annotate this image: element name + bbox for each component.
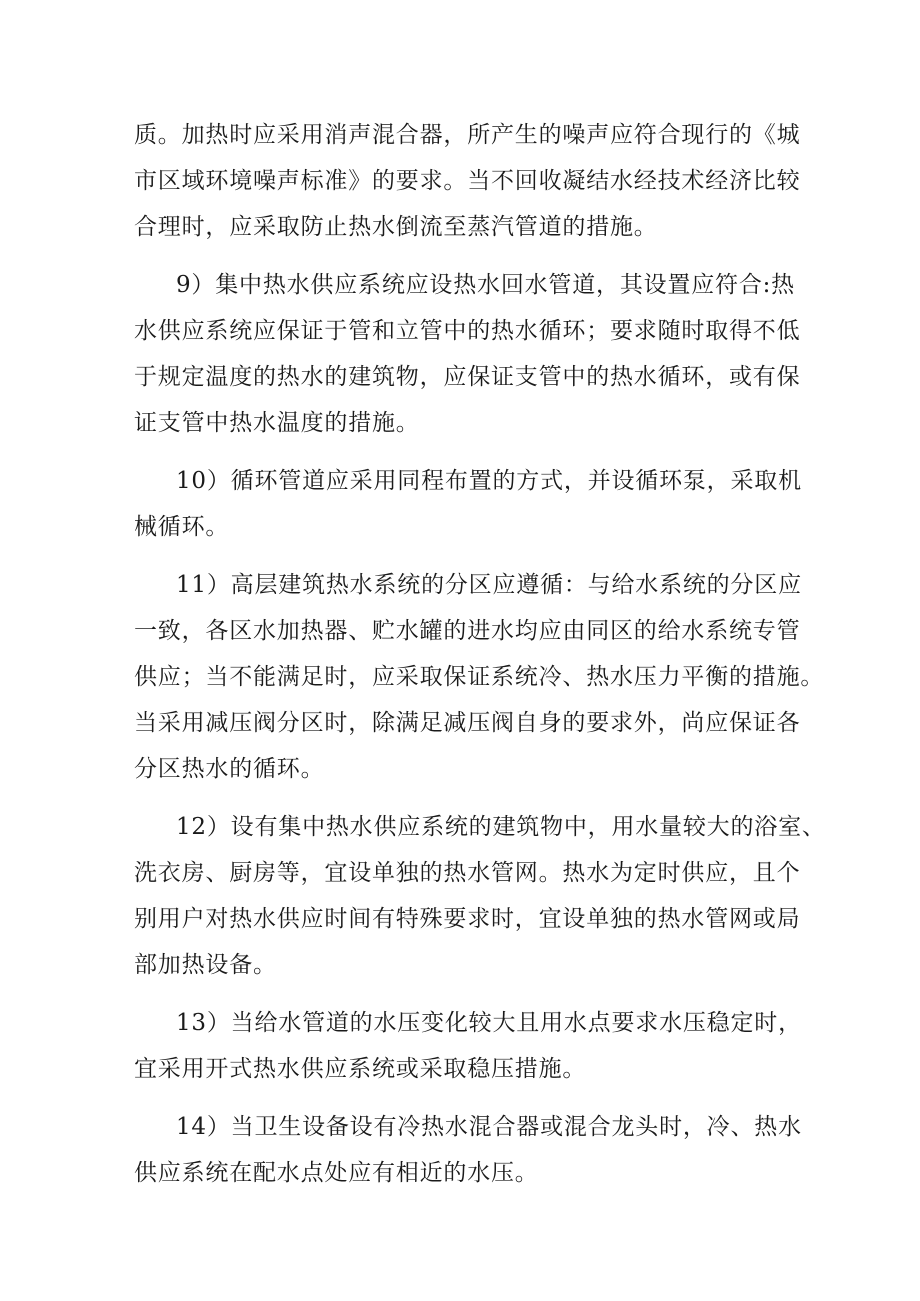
paragraph-item-13 [134, 1000, 802, 1092]
text-line: 14）当卫生设备设有冷热水混合器或混合龙头时，冷、热水 [176, 1114, 802, 1140]
text-line: 13）当给水管道的水压变化较大且用水点要求水压稳定时， [176, 1010, 802, 1036]
text-line: 于规定温度的热水的建筑物，应保证支管中的热水循环，或有保 [134, 364, 801, 390]
paragraph-item-14 [134, 1104, 802, 1196]
text-line: 械循环。 [134, 514, 230, 540]
text-line: 宜采用开式热水供应系统或采取稳压措施。 [134, 1056, 587, 1082]
text-line: 质。加热时应采用消声混合器，所产生的噪声应符合现行的《城 [134, 122, 801, 148]
text-line: 合理时，应采取防止热水倒流至蒸汽管道的措施。 [134, 214, 658, 240]
text-line: 部加热设备。 [134, 952, 277, 978]
text-line: 证支管中热水温度的措施。 [134, 410, 420, 436]
text-line: 洗衣房、厨房等，宜设单独的热水管网。热水为定时供应，且个 [134, 860, 801, 886]
paragraph-item-11 [134, 562, 825, 792]
text-line: 分区热水的循环。 [134, 756, 325, 782]
text-line: 别用户对热水供应时间有特殊要求时，宜设单独的热水管网或局 [134, 906, 801, 932]
text-line: 10）循环管道应采用同程布置的方式，并设循环泵，采取机 [176, 468, 802, 494]
text-line: 一致，各区水加热器、贮水罐的进水均应由同区的给水系统专管 [134, 618, 801, 644]
text-line: 市区域环境噪声标准》的要求。当不回收凝结水经技术经济比较 [134, 168, 801, 194]
paragraph-item-9 [134, 262, 801, 446]
text-line: 9）集中热水供应系统应设热水回水管道，其设置应符合:热 [176, 272, 795, 298]
paragraph-item-10 [134, 458, 802, 550]
text-line: 11）高层建筑热水系统的分区应遵循：与给水系统的分区应 [176, 572, 802, 598]
text-line: 水供应系统应保证于管和立管中的热水循环；要求随时取得不低 [134, 318, 801, 344]
document-body [134, 112, 826, 1196]
text-line: 当采用减压阀分区时，除满足减压阀自身的要求外，尚应保证各 [134, 710, 801, 736]
paragraph-continuation [134, 112, 801, 250]
text-line: 供应；当不能满足时，应采取保证系统冷、热水压力平衡的措施。 [134, 664, 825, 690]
text-line: 12）设有集中热水供应系统的建筑物中，用水量较大的浴室、 [176, 814, 826, 840]
text-line: 供应系统在配水点处应有相近的水压。 [134, 1160, 539, 1186]
paragraph-item-12 [134, 804, 826, 988]
